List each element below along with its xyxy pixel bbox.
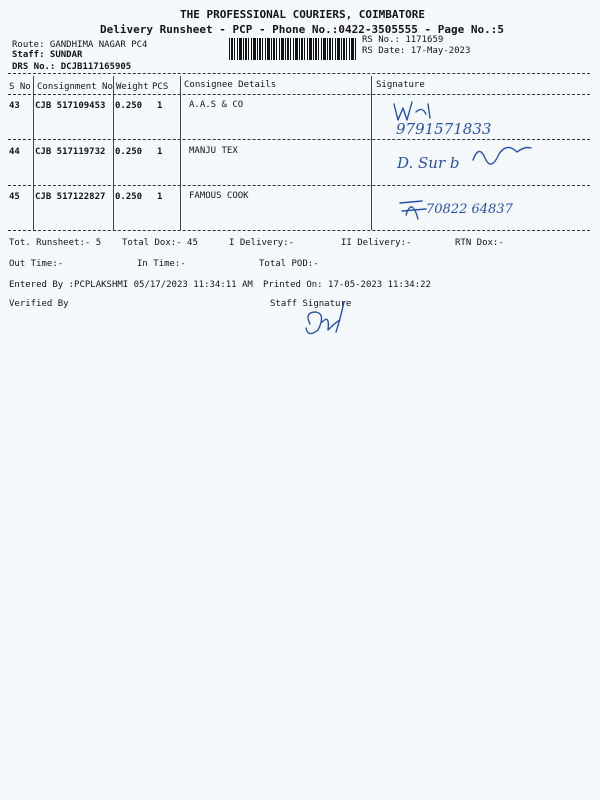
row-sno: 43 [9,101,20,111]
verified-by: Verified By [9,299,69,309]
runsheet-subtitle: Delivery Runsheet - PCP - Phone No.:0422-3505555 - Page No.:5 [100,23,504,36]
row-divider [8,185,590,186]
staff-signature-label: Staff Signature [270,299,352,309]
column-header-sno: S No [9,82,31,92]
handwritten-number-row-43: 9791571833 [396,120,492,138]
handwritten-signature-row-44 [395,142,535,180]
row-weight: 0.250 [115,192,143,202]
column-rule [180,76,181,230]
barcode-image [229,38,356,60]
row-pcs: 1 [157,101,163,111]
column-header-signature: Signature [376,80,425,90]
total-dox: Total Dox:- 45 [122,238,198,248]
row-consignee: MANJU TEX [189,146,238,156]
company-title: THE PROFESSIONAL COURIERS, COIMBATORE [180,8,426,21]
row-consignment-no: CJB 517122827 [35,192,106,202]
handwritten-name-row-44: D. Sur b [397,154,460,172]
return-dox: RTN Dox:- [455,238,504,248]
row-consignment-no: CJB 517109453 [35,101,106,111]
row-pcs: 1 [157,192,163,202]
column-rule [371,76,372,230]
first-delivery: I Delivery:- [229,238,295,248]
route-label: Route: GANDHIMA NAGAR PC4 [12,40,148,50]
handwritten-number-row-45: 70822 64837 [426,202,513,217]
row-weight: 0.250 [115,147,143,157]
total-pod: Total POD:- [259,259,319,269]
row-weight: 0.250 [115,101,143,111]
column-rule [113,76,114,230]
staff-label: Staff: SUNDAR [12,50,83,60]
table-top-rule [8,73,590,74]
row-pcs: 1 [157,147,163,157]
total-runsheet: Tot. Runsheet:- 5 [9,238,102,248]
column-header-weight: Weight [116,82,149,92]
handwritten-signature-row-43 [388,98,518,140]
row-consignee: A.A.S & CO [189,100,244,110]
out-time: Out Time:- [9,259,64,269]
table-header-rule [8,94,590,95]
row-consignee: FAMOUS COOK [189,191,249,201]
rs-number: RS No.: 1171659 [362,35,444,45]
printed-on: Printed On: 17-05-2023 11:34:22 [263,280,431,290]
column-header-consignee: Consignee Details [184,80,277,90]
row-consignment-no: CJB 517119732 [35,147,106,157]
row-sno: 44 [9,147,20,157]
column-rule [33,76,34,230]
staff-signature-mark [300,300,360,342]
handwritten-signature-row-45 [392,193,542,233]
in-time: In Time:- [137,259,186,269]
column-header-consignment: Consignment No [37,82,113,92]
drs-number: DRS No.: DCJB117165905 [12,62,132,72]
rs-date: RS Date: 17-May-2023 [362,46,471,56]
second-delivery: II Delivery:- [341,238,412,248]
row-sno: 45 [9,192,20,202]
column-header-pcs: PCS [152,82,169,92]
entered-by: Entered By :PCPLAKSHMI 05/17/2023 11:34:11 AM [9,280,253,290]
